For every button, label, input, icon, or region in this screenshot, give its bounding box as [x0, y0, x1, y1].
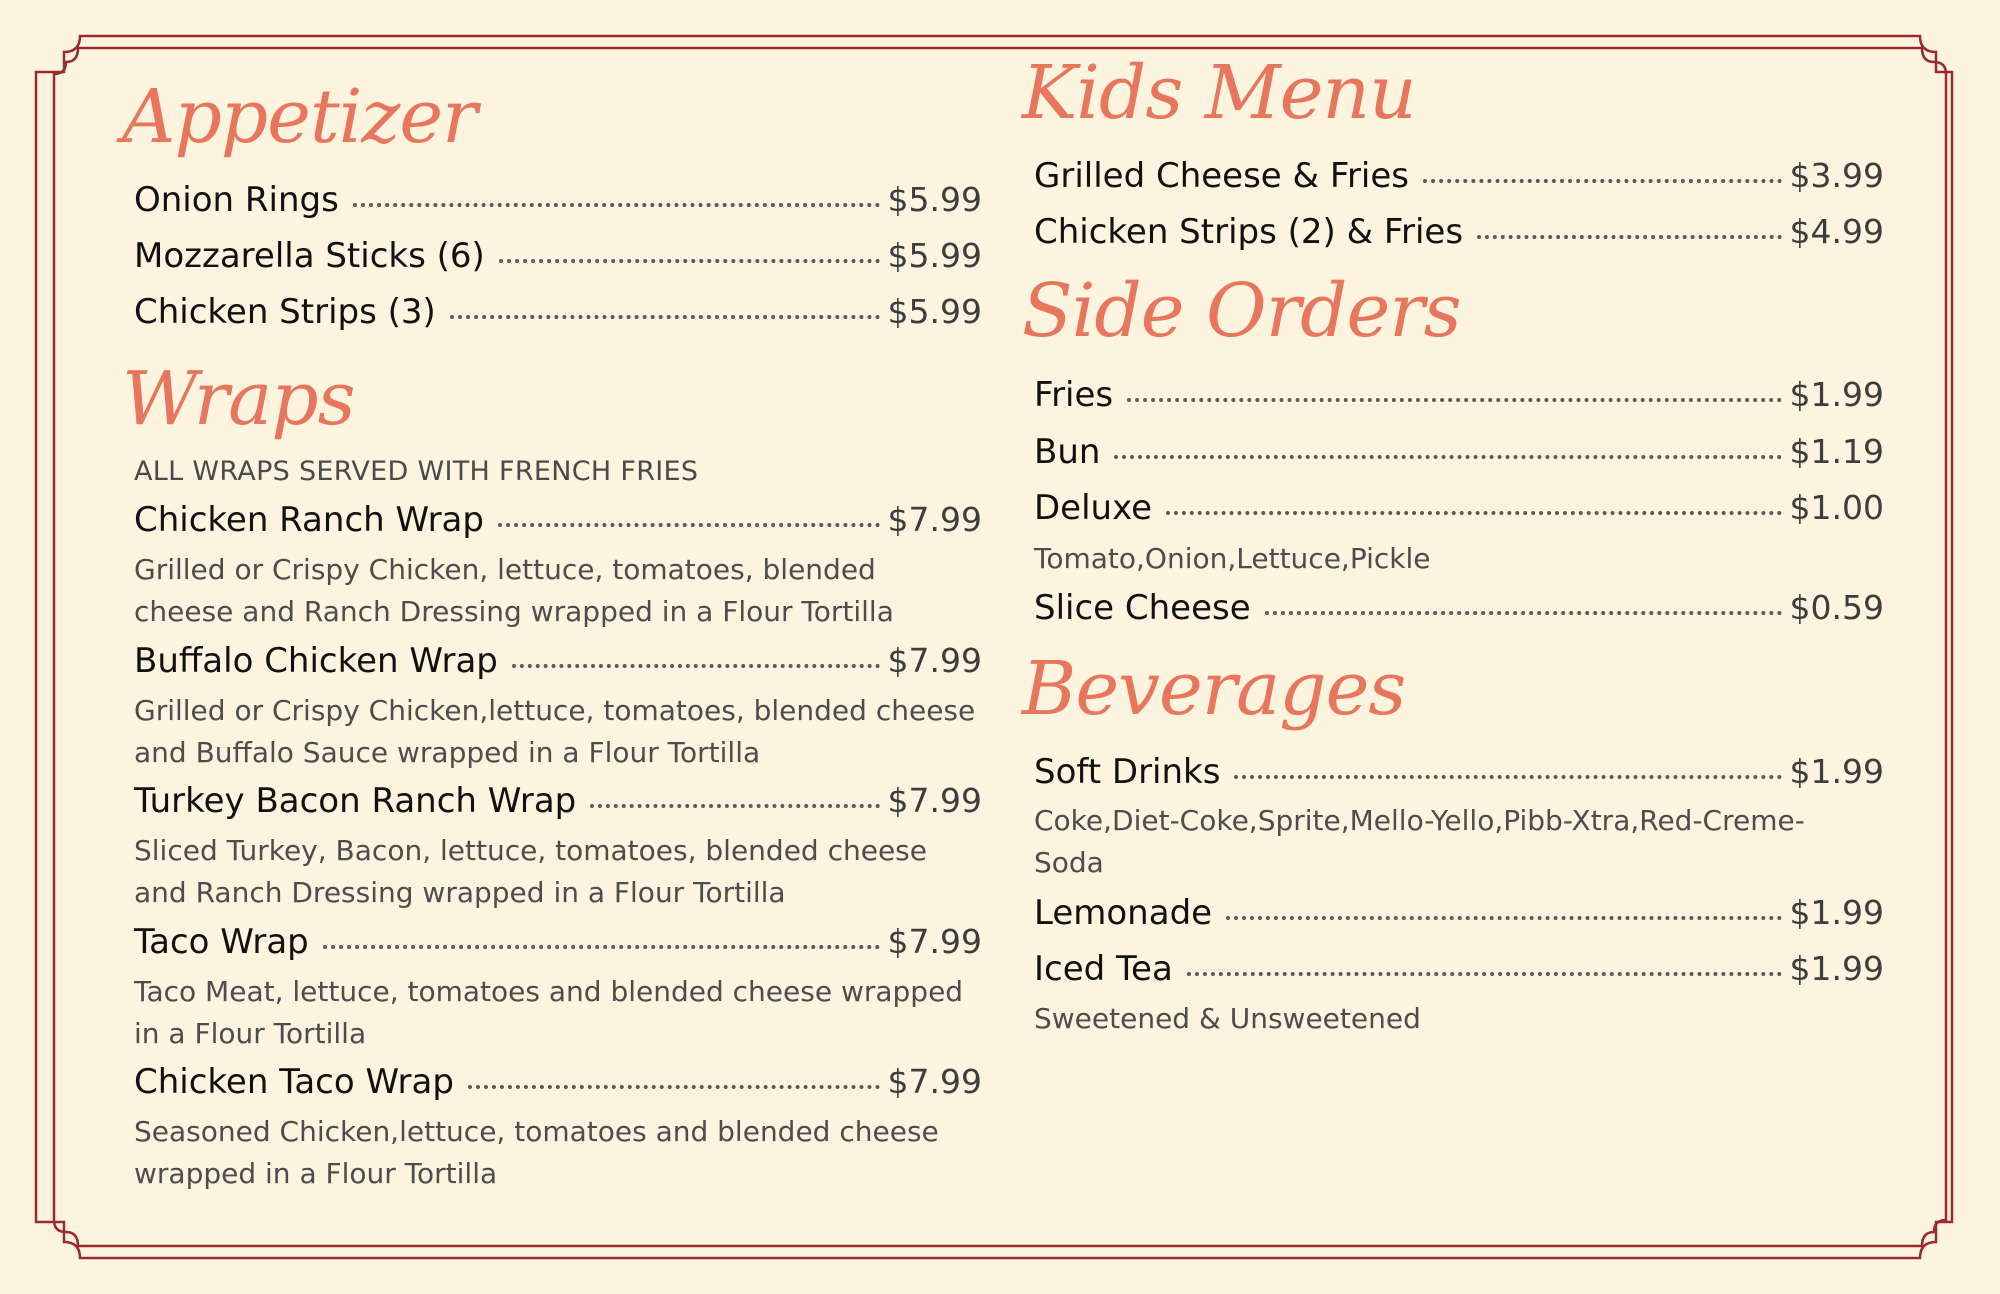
menu-item — [134, 641, 982, 685]
item-name: Chicken Ranch Wrap — [134, 500, 484, 540]
wraps-note: ALL WRAPS SERVED WITH FRENCH FRIES — [134, 456, 699, 487]
item-price: $1.00 — [1789, 488, 1884, 527]
menu-item — [134, 180, 982, 224]
item-price: $5.99 — [887, 236, 982, 275]
menu-item — [1034, 893, 1884, 937]
menu-item — [134, 236, 982, 280]
menu-item — [134, 922, 982, 966]
item-name: Soft Drinks — [1034, 752, 1221, 792]
item-description: Taco Meat, lettuce, tomatoes and blended cheese wrapped in a Flour Tortilla — [134, 975, 964, 1050]
item-name: Lemonade — [1034, 893, 1213, 933]
menu-item — [1034, 949, 1884, 993]
item-description: Sliced Turkey, Bacon, lettuce, tomatoes, blended cheese and Ranch Dressing wrapped in a Flour Tortilla — [134, 834, 927, 909]
item-name: Chicken Taco Wrap — [134, 1062, 454, 1102]
dot-leader — [1226, 916, 1781, 920]
dot-leader — [1265, 611, 1782, 615]
menu-item — [1034, 752, 1884, 796]
appetizer-title: Appetizer — [122, 74, 477, 160]
item-price: $7.99 — [887, 641, 982, 680]
item-name: Grilled Cheese & Fries — [1034, 156, 1409, 196]
item-name: Buffalo Chicken Wrap — [134, 641, 498, 681]
item-name: Iced Tea — [1034, 949, 1173, 989]
item-price: $7.99 — [887, 1062, 982, 1101]
item-name: Slice Cheese — [1034, 588, 1251, 628]
item-price: $4.99 — [1789, 212, 1884, 251]
item-name: Fries — [1034, 375, 1114, 415]
item-price: $1.99 — [1789, 949, 1884, 988]
beverages-title: Beverages — [1022, 646, 1406, 732]
menu-item — [134, 292, 982, 336]
item-price: $1.19 — [1789, 432, 1884, 471]
item-name: Deluxe — [1034, 488, 1153, 528]
menu-item — [1034, 156, 1884, 200]
item-name: Chicken Strips (3) — [134, 292, 436, 332]
item-price: $5.99 — [887, 292, 982, 331]
item-name: Turkey Bacon Ranch Wrap — [134, 781, 577, 821]
dot-leader — [498, 523, 880, 527]
menu-item — [1034, 488, 1884, 532]
item-description: Grilled or Crispy Chicken, lettuce, tomatoes, blended cheese and Ranch Dressing wrapped in a Flour Tortilla — [134, 553, 894, 628]
dot-leader — [1114, 455, 1781, 459]
menu-item — [134, 1062, 982, 1106]
item-price: $5.99 — [887, 180, 982, 219]
item-description: Coke,Diet-Coke,Sprite,Mello-Yello,Pibb-Xtra,Red-Creme-Soda — [1034, 804, 1805, 879]
item-price: $7.99 — [887, 781, 982, 820]
menu-item — [1034, 212, 1884, 256]
dot-leader — [499, 259, 880, 263]
dot-leader — [1234, 775, 1781, 779]
item-price: $1.99 — [1789, 752, 1884, 791]
menu-item — [1034, 588, 1884, 632]
side-orders-title: Side Orders — [1022, 268, 1461, 354]
dot-leader — [323, 945, 880, 949]
kids-menu-title: Kids Menu — [1022, 50, 1416, 136]
item-description: Grilled or Crispy Chicken,lettuce, tomatoes, blended cheese and Buffalo Sauce wrapped in a Flour Tortilla — [134, 694, 976, 769]
menu-item — [134, 781, 982, 825]
item-name: Taco Wrap — [134, 922, 309, 962]
dot-leader — [512, 664, 880, 668]
item-name: Chicken Strips (2) & Fries — [1034, 212, 1464, 252]
dot-leader — [353, 203, 880, 207]
item-price: $0.59 — [1789, 588, 1884, 627]
item-description: Tomato,Onion,Lettuce,Pickle — [1034, 542, 1431, 575]
dot-leader — [1166, 511, 1781, 515]
item-description: Sweetened & Unsweetened — [1034, 1002, 1421, 1035]
dot-leader — [1423, 179, 1782, 183]
dot-leader — [1477, 235, 1781, 239]
item-name: Onion Rings — [134, 180, 339, 220]
dot-leader — [590, 804, 879, 808]
menu-item — [1034, 432, 1884, 476]
dot-leader — [1127, 398, 1781, 402]
dot-leader — [1187, 972, 1782, 976]
wraps-title: Wraps — [122, 356, 355, 442]
item-name: Mozzarella Sticks (6) — [134, 236, 485, 276]
menu-item — [1034, 375, 1884, 419]
item-price: $3.99 — [1789, 156, 1884, 195]
item-price: $7.99 — [887, 922, 982, 961]
item-name: Bun — [1034, 432, 1101, 472]
item-price: $1.99 — [1789, 375, 1884, 414]
item-description: Seasoned Chicken,lettuce, tomatoes and blended cheese wrapped in a Flour Tortilla — [134, 1115, 939, 1190]
item-price: $7.99 — [887, 500, 982, 539]
dot-leader — [468, 1085, 880, 1089]
menu-item — [134, 500, 982, 544]
dot-leader — [450, 315, 880, 319]
item-price: $1.99 — [1789, 893, 1884, 932]
